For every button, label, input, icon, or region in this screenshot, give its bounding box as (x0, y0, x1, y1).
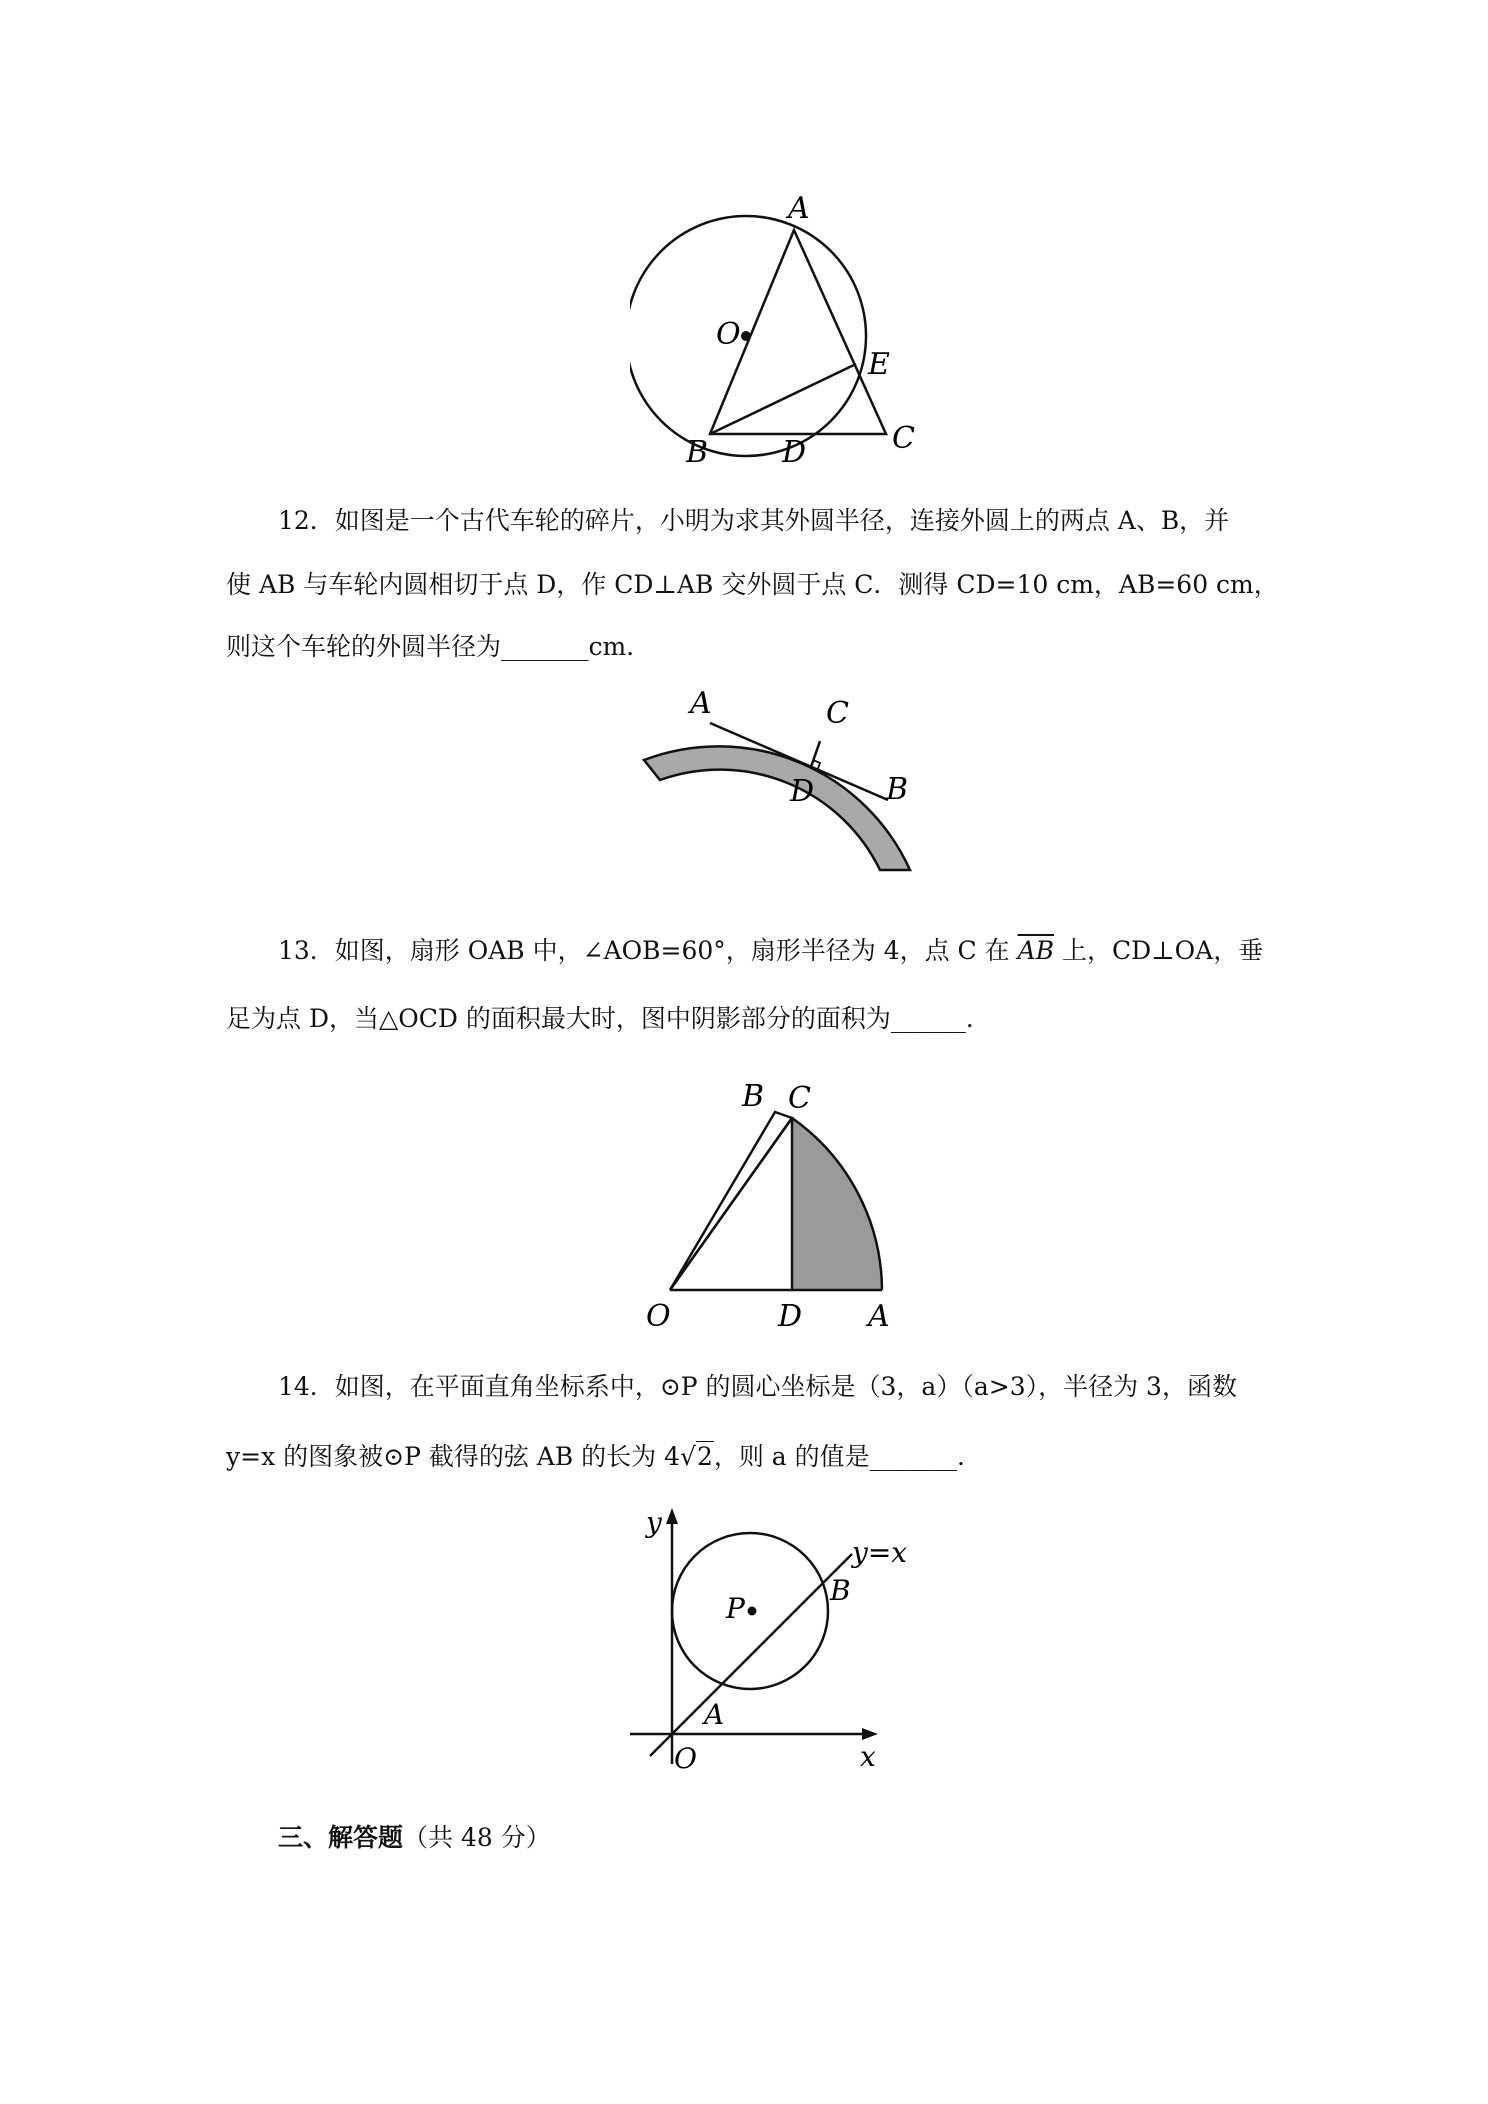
x-axis-arrow (862, 1728, 878, 1740)
figure-coordinate-circle (620, 1500, 920, 1780)
label-o: O (646, 1299, 671, 1334)
sqrt-two: √2 (680, 1442, 713, 1471)
q14-line-2 (226, 1444, 982, 1469)
q12-line-2: 使 AB 与车轮内圆相切于点 D，作 CD⊥AB 交外圆于点 C．测得 CD=10 cm，AB=60 cm， (226, 570, 1279, 599)
q14-text-b: ，则 a 的值是_______． (713, 1442, 983, 1471)
q12-line-1: 12．如图是一个古代车轮的碎片，小明为求其外圆半径，连接外圆上的两点 A、B，并 (278, 506, 1230, 535)
label-p: P (726, 1592, 745, 1625)
label-c: C (892, 421, 915, 456)
label-c: C (788, 1081, 811, 1116)
label-a: A (868, 1299, 890, 1334)
segment-oc (670, 1118, 792, 1290)
point-o (741, 331, 751, 341)
segment-be (710, 364, 856, 434)
label-x: x (860, 1740, 876, 1773)
label-a: A (788, 191, 810, 226)
label-a: A (690, 686, 712, 721)
label-a: A (704, 1698, 725, 1731)
figure-wheel-fragment (630, 685, 930, 885)
label-y-equals-x: y=x (852, 1536, 908, 1569)
label-c: C (826, 696, 849, 731)
label-d: D (778, 1299, 803, 1334)
label-o: O (674, 1742, 697, 1775)
q14-text-a: y=x 的图象被⊙P 截得的弦 AB 的长为 4 (226, 1442, 681, 1471)
arc-ab: $\overline{AB}$ (1017, 936, 1055, 965)
q13-text-b: 上，CD⊥OA，垂 (1054, 936, 1264, 965)
label-b: B (886, 772, 909, 807)
y-axis-arrow (666, 1508, 678, 1524)
figure-circle-triangle (630, 190, 930, 480)
label-d: D (790, 774, 815, 809)
q13-text-a: 13．如图，扇形 OAB 中，∠AOB=60°，扇形半径为 4，点 C 在 (278, 936, 1018, 965)
point-p (748, 1607, 757, 1616)
q13-line-1 (278, 938, 1263, 963)
q12-line-3: 则这个车轮的外圆半径为_______cm． (226, 632, 652, 661)
label-b: B (686, 435, 709, 470)
figure-sector (640, 1068, 920, 1338)
line-y-equals-x (650, 1554, 852, 1756)
label-b: B (830, 1574, 851, 1607)
q14-line-1: 14．如图，在平面直角坐标系中，⊙P 的圆心坐标是（3，a）（a>3），半径为 3，函数 (278, 1372, 1237, 1401)
wheel-ring (644, 746, 910, 870)
label-b: B (742, 1079, 765, 1114)
section-3-heading (278, 1818, 551, 1854)
label-o: O (716, 317, 741, 352)
label-e: E (868, 347, 890, 382)
q13-line-2: 足为点 D，当△OCD 的面积最大时，图中阴影部分的面积为______． (226, 1004, 991, 1033)
section-3-note: （共 48 分） (403, 1823, 551, 1852)
label-d: D (782, 435, 807, 470)
section-3-title: 三、解答题 (278, 1823, 404, 1852)
shaded-region (792, 1118, 882, 1290)
label-y: y (646, 1506, 662, 1539)
